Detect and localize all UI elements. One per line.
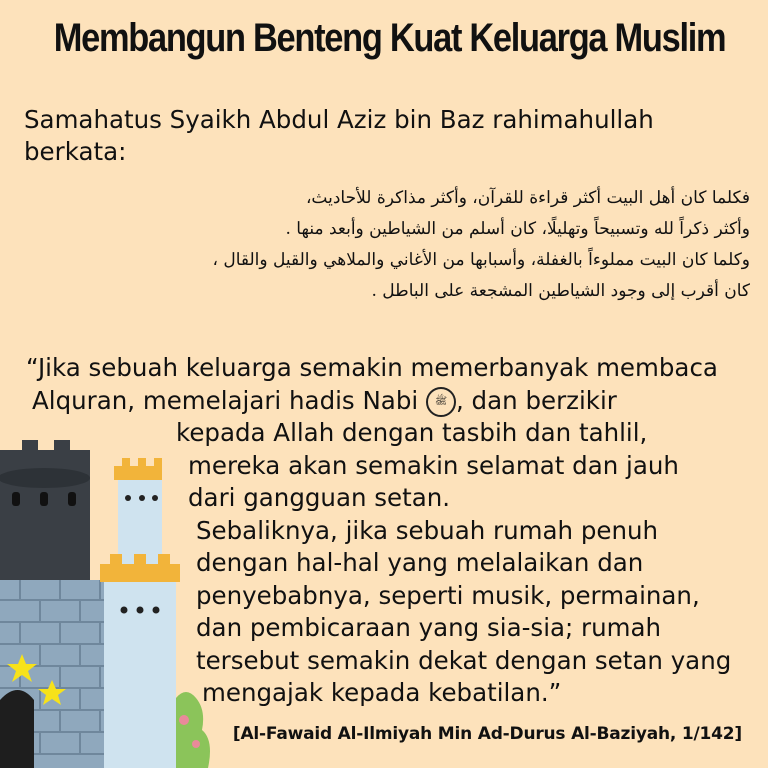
quote-line: dengan hal-hal yang melalaikan dan [196,548,644,577]
quote-line: dari gangguan setan. [188,483,451,512]
quote-line: “Jika sebuah keluarga semakin memerbanyak membaca [26,353,718,382]
arabic-line: وأكثر ذكراً لله وتسبيحاً وتهليلًا، كان أسلم من الشياطين وأبعد منها . [285,219,750,239]
quote-line: penyebabnya, seperti musik, permainan, [196,580,700,610]
castle-door [0,690,34,768]
quote-line: mereka akan semakin selamat dan jauh [188,450,679,480]
source-citation: [Al-Fawaid Al-Ilmiyah Min Ad-Durus Al-Baziyah, 1/142] [232,724,742,744]
arabic-line: فكلما كان أهل البيت أكثر قراءة للقرآن، وأكثر مذاكرة للأحاديث، [305,188,750,208]
saw-symbol: ﷺ [426,387,456,417]
arabic-line: كان أقرب إلى وجود الشياطين المشجعة على الباطل . [371,281,750,301]
quote-line: dan pembicaraan yang sia-sia; rumah [196,613,662,642]
quote-line [32,385,617,418]
quote-line: kepada Allah dengan tasbih dan tahlil, [176,418,648,447]
quote-line: tersebut semakin dekat dengan setan yang [196,645,732,675]
intro-text: Samahatus Syaikh Abdul Aziz bin Baz rahimahullah berkata: [24,105,654,166]
arabic-quote [30,183,750,307]
castle-illustration [0,430,215,768]
quote-line-text: , dan berzikir [455,385,617,415]
arabic-line: وكلما كان البيت مملوءاً بالغفلة، وأسبابها من الأغاني والملاهي والقيل والقال ، [212,250,750,270]
quote-line: Sebaliknya, jika sebuah rumah penuh [196,515,659,545]
quote-line-text: Alquran, memelajari hadis Nabi [32,385,419,415]
tower-crown [114,458,162,480]
page-title: Membangun Benteng Kuat Keluarga Muslim [53,16,726,60]
quote-line: mengajak kepada kebatilan.” [202,678,562,707]
